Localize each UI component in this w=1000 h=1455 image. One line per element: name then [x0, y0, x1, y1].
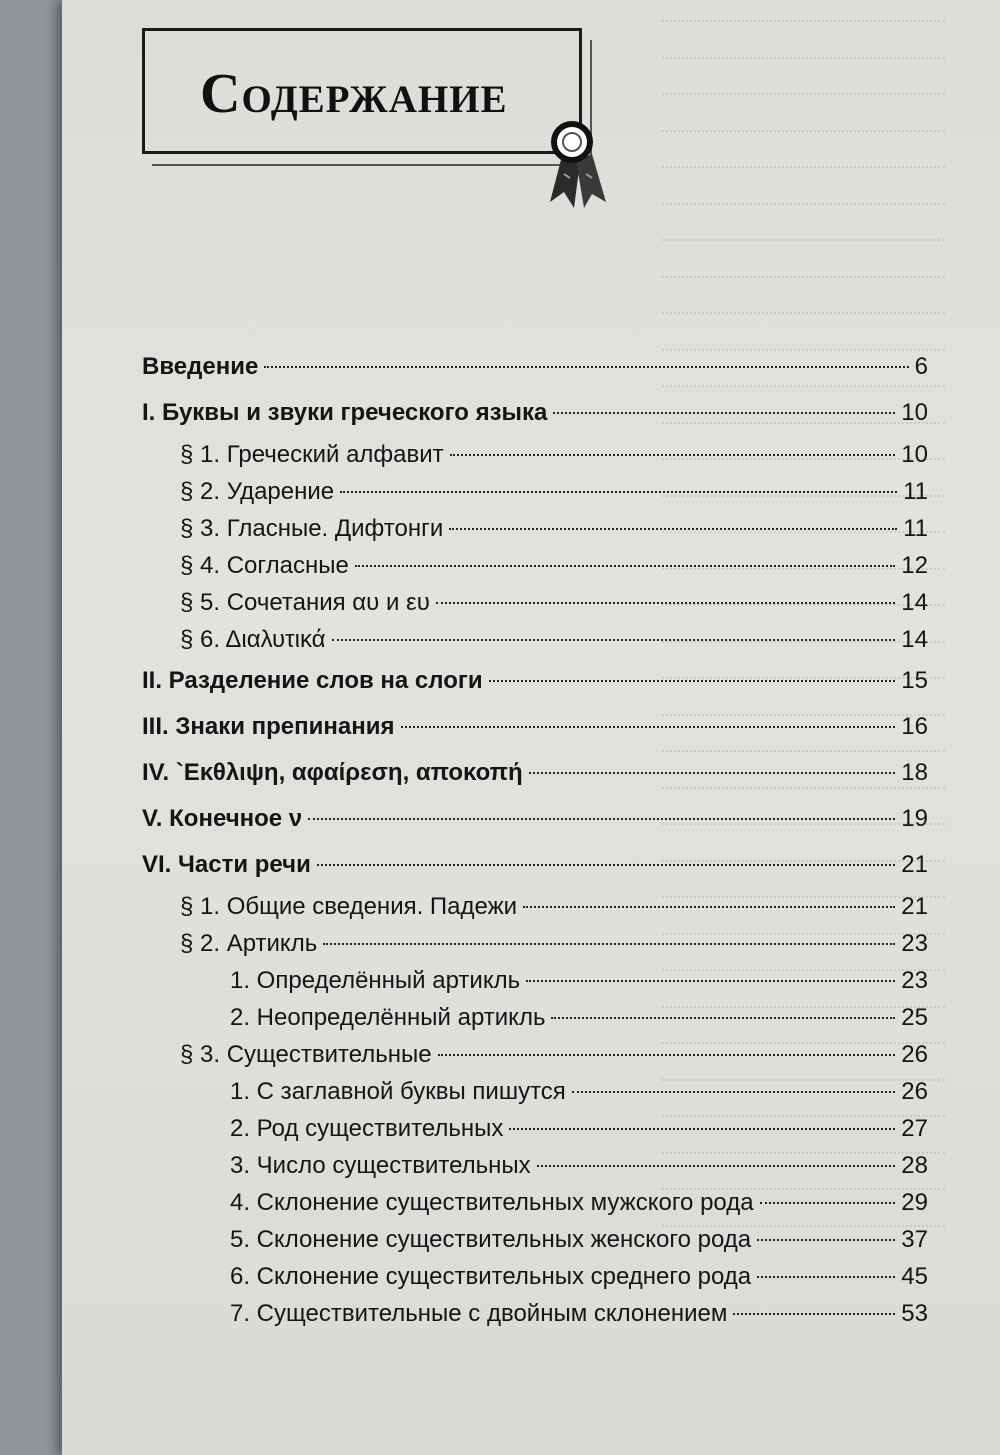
toc-entry-label: III. Знаки препинания: [142, 713, 395, 740]
ribbon-seal-icon: [540, 118, 620, 214]
toc-entry-label: 1. С заглавной буквы пишутся: [230, 1078, 566, 1105]
toc-entry: [142, 888, 928, 925]
toc-entry: [142, 436, 928, 473]
toc-entry-label: IV. `Εκθλιψη, αφαίρεση, αποκοπή: [142, 759, 523, 786]
toc-entry: [142, 1110, 928, 1147]
toc-entry-page: 6: [914, 353, 928, 380]
toc-entry: [142, 842, 928, 888]
toc-entry-label: 2. Неопределённый артикль: [230, 1004, 546, 1031]
dot-leader: [450, 454, 896, 456]
dot-leader: [572, 1091, 895, 1093]
dot-leader: [489, 680, 896, 682]
toc-entry-label: 7. Существительные с двойным склонением: [230, 1300, 728, 1327]
toc-entry: [142, 1147, 928, 1184]
toc-entry: [142, 1073, 928, 1110]
toc-entry: [142, 547, 928, 584]
bleed-through-line: [662, 274, 945, 278]
dot-leader: [529, 772, 896, 774]
bleed-through-line: [662, 310, 945, 314]
toc-entry: [142, 796, 928, 842]
toc-entry-page: 27: [901, 1115, 928, 1142]
dot-leader: [438, 1054, 896, 1056]
toc-entry-label: 3. Число существительных: [230, 1152, 531, 1179]
toc-entry-page: 26: [901, 1041, 928, 1068]
toc-entry-page: 26: [901, 1078, 928, 1105]
toc-entry-label: § 5. Сочетания αυ и ευ: [180, 589, 430, 616]
bleed-through-line: [662, 91, 945, 95]
toc-entry-page: 21: [901, 851, 928, 878]
toc-entry-page: 53: [901, 1300, 928, 1327]
toc-entry: [142, 510, 928, 547]
toc-entry: [142, 344, 928, 390]
dot-leader: [436, 602, 895, 604]
toc-entry-label: 6. Склонение существительных среднего рода: [230, 1263, 752, 1290]
toc-entry-label: § 2. Ударение: [180, 478, 335, 505]
toc-entry-page: 25: [901, 1004, 928, 1031]
dot-leader: [733, 1313, 895, 1315]
dot-leader: [401, 726, 896, 728]
toc-entry-page: 23: [901, 930, 928, 957]
dot-leader: [332, 639, 896, 641]
dot-leader: [553, 412, 895, 414]
toc-entry: [142, 584, 928, 621]
toc-entry: [142, 658, 928, 704]
dot-leader: [323, 943, 895, 945]
dot-leader: [355, 565, 895, 567]
page-title: Содержание: [200, 63, 508, 125]
toc-entry-label: Введение: [142, 353, 259, 380]
toc-entry: [142, 390, 928, 436]
toc-entry-page: 16: [901, 713, 928, 740]
dot-leader: [757, 1239, 895, 1241]
toc-entry-page: 11: [903, 515, 928, 542]
dot-leader: [340, 491, 897, 493]
toc-entry-label: § 3. Существительные: [180, 1041, 432, 1068]
toc-entry-page: 14: [901, 626, 928, 653]
toc-entry-page: 18: [901, 759, 928, 786]
toc-entry-page: 10: [901, 441, 928, 468]
toc-entry-page: 12: [901, 552, 928, 579]
toc-entry: [142, 999, 928, 1036]
toc-entry-label: 5. Склонение существительных женского рода: [230, 1226, 752, 1253]
toc-entry-label: § 2. Артикль: [180, 930, 318, 957]
table-of-contents: [142, 344, 928, 1332]
dot-leader: [760, 1202, 896, 1204]
toc-entry-label: 4. Склонение существительных мужского рода: [230, 1189, 754, 1216]
toc-entry: [142, 704, 928, 750]
dot-leader: [308, 818, 895, 820]
dot-leader: [317, 864, 895, 866]
toc-entry: [142, 1184, 928, 1221]
toc-entry-page: 15: [901, 667, 928, 694]
toc-entry: [142, 473, 928, 510]
toc-entry-page: 11: [903, 478, 928, 505]
toc-entry-page: 10: [901, 399, 928, 426]
toc-entry-page: 19: [901, 805, 928, 832]
bleed-through-line: [662, 128, 945, 132]
dot-leader: [523, 906, 895, 908]
toc-entry: [142, 962, 928, 999]
bleed-through-line: [662, 201, 945, 205]
toc-entry: [142, 925, 928, 962]
toc-entry: [142, 1258, 928, 1295]
toc-entry-label: § 4. Согласные: [180, 552, 349, 579]
toc-entry: [142, 1295, 928, 1332]
dot-leader: [264, 366, 908, 368]
toc-entry-label: 1. Определённый артикль: [230, 967, 521, 994]
toc-entry-page: 21: [901, 893, 928, 920]
toc-entry-label: 2. Род существительных: [230, 1115, 504, 1142]
book-page: [62, 0, 1000, 1455]
toc-entry-page: 29: [901, 1189, 928, 1216]
toc-entry: [142, 1036, 928, 1073]
toc-entry-label: § 1. Греческий алфавит: [180, 441, 444, 468]
toc-entry-label: VI. Части речи: [142, 851, 311, 878]
bleed-through-line: [662, 18, 945, 22]
toc-entry-page: 23: [901, 967, 928, 994]
toc-entry-label: II. Разделение слов на слоги: [142, 667, 483, 694]
toc-entry: [142, 1221, 928, 1258]
dot-leader: [551, 1017, 895, 1019]
dot-leader: [509, 1128, 895, 1130]
toc-entry-page: 37: [901, 1226, 928, 1253]
dot-leader: [757, 1276, 895, 1278]
dot-leader: [449, 528, 897, 530]
toc-entry-page: 14: [901, 589, 928, 616]
bleed-through-line: [662, 164, 945, 168]
toc-entry-label: § 3. Гласные. Дифтонги: [180, 515, 444, 542]
toc-entry-label: I. Буквы и звуки греческого языка: [142, 399, 548, 426]
dot-leader: [537, 1165, 896, 1167]
toc-entry-label: V. Конечное ν: [142, 805, 303, 832]
toc-entry: [142, 621, 928, 658]
toc-entry: [142, 750, 928, 796]
toc-entry-page: 28: [901, 1152, 928, 1179]
toc-entry-page: 45: [901, 1263, 928, 1290]
dot-leader: [526, 980, 895, 982]
bleed-through-line: [662, 55, 945, 59]
bleed-through-line: [662, 237, 945, 241]
toc-entry-label: § 1. Общие сведения. Падежи: [180, 893, 518, 920]
toc-entry-label: § 6. Διαλυτικά: [180, 626, 326, 653]
